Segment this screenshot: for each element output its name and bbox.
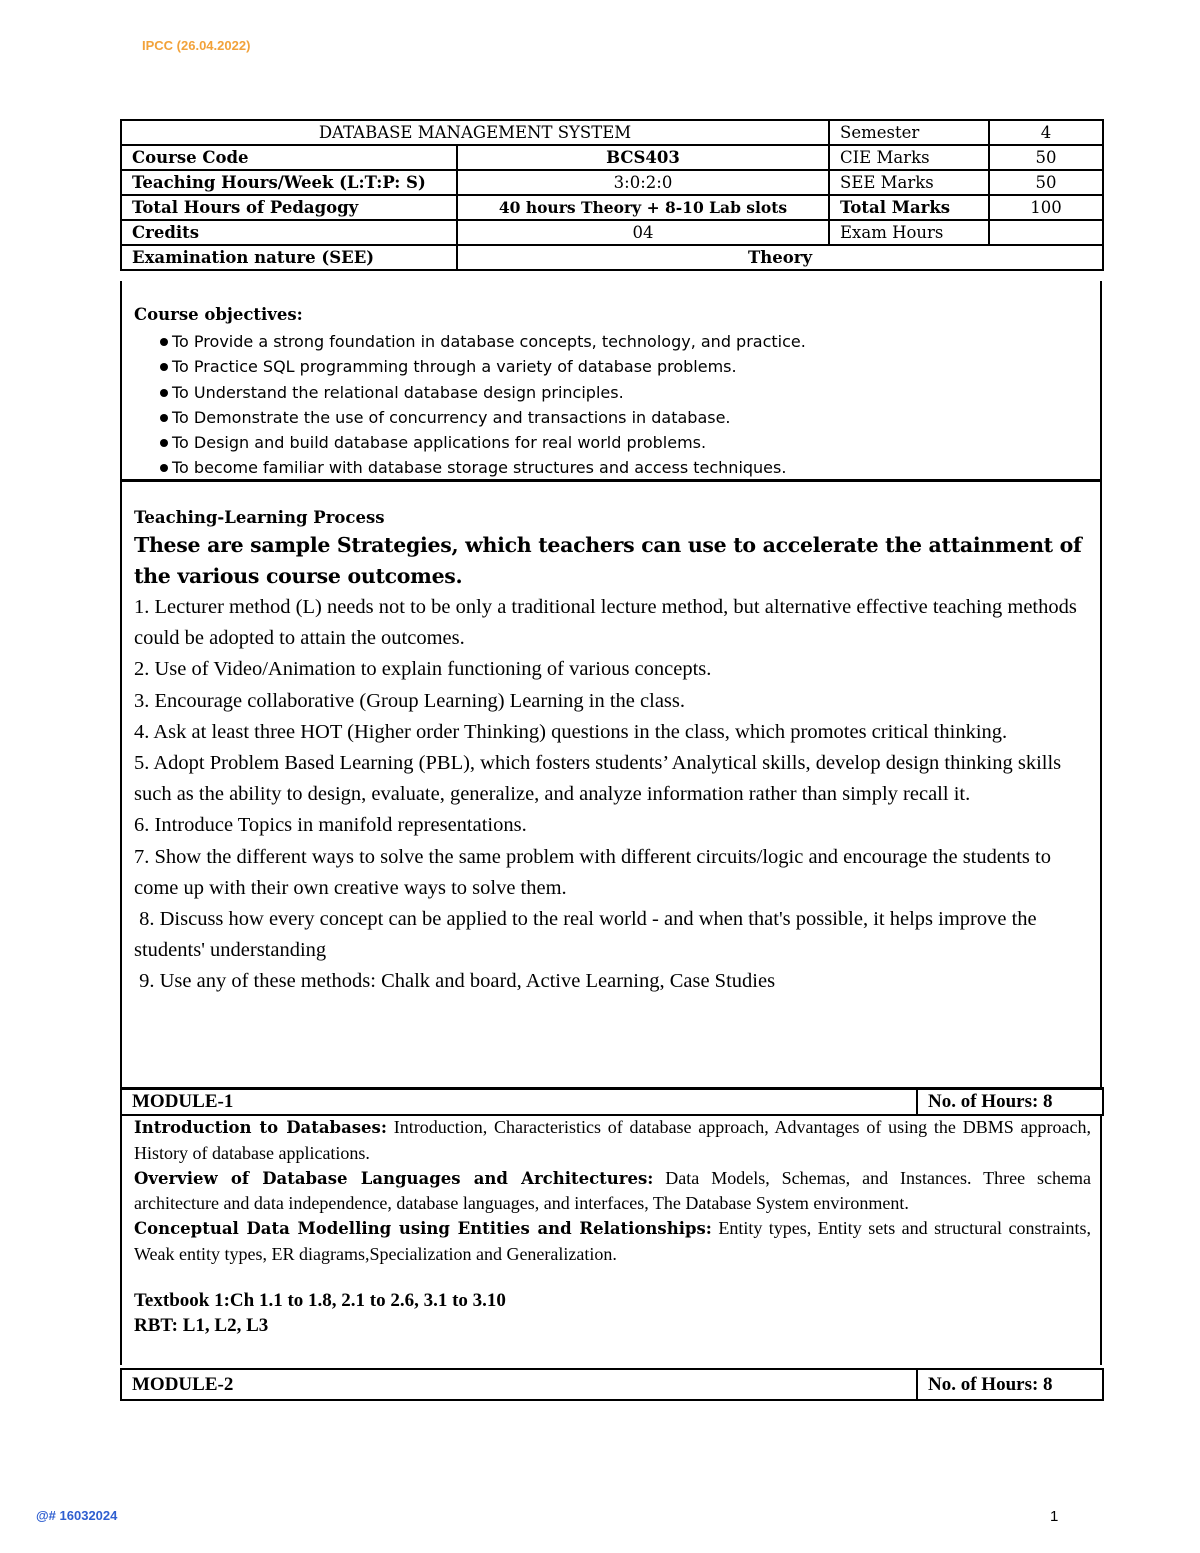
credits-value: 04 <box>457 220 829 245</box>
see-label: SEE Marks <box>829 170 989 195</box>
list-item: To Understand the relational database design principles. <box>134 380 806 405</box>
topic-text: Data Models, Schemas, and Instances. Three schema architecture and data independence, database languages, and interfaces, The Database System environment. <box>134 1167 1091 1214</box>
teaching-hours-label: Teaching Hours/Week (L:T:P: S) <box>121 170 457 195</box>
module-2-hours: No. of Hours: 8 <box>917 1369 1103 1400</box>
see-value: 50 <box>989 170 1103 195</box>
exam-hours-value <box>989 220 1103 245</box>
module-1-references <box>134 1288 506 1338</box>
page-number: 1 <box>1050 1508 1059 1525</box>
teaching-title: Teaching-Learning Process <box>134 508 385 527</box>
semester-label: Semester <box>829 120 989 145</box>
pedagogy-label: Total Hours of Pedagogy <box>121 195 457 220</box>
exam-nature-value: Theory <box>457 245 1103 270</box>
rbt-levels: RBT: L1, L2, L3 <box>134 1315 269 1336</box>
module-1-header <box>120 1087 1104 1116</box>
topic-heading: Overview of Database Languages and Architectures: <box>134 1168 654 1188</box>
objectives-list <box>134 329 806 481</box>
module-1-hours: No. of Hours: 8 <box>917 1088 1103 1115</box>
list-item: 8. Discuss how every concept can be applied to the real world - and when that's possible, it helps improve the students' understanding <box>134 908 1042 962</box>
bullet-icon <box>160 464 168 472</box>
topic-heading: Conceptual Data Modelling using Entities and Relationships: <box>134 1219 712 1239</box>
topic-text: Introduction, Characteristics of database approach, Advantages of using the DBMS approach, History of database applications. <box>134 1117 1091 1163</box>
list-item: 4. Ask at least three HOT (Higher order Thinking) questions in the class, which promotes critical thinking. <box>134 720 1008 743</box>
list-item: 7. Show the different ways to solve the same problem with different circuits/logic and encourage the students to come up with their own creative ways to solve them. <box>134 845 1051 899</box>
module-1-text <box>134 1115 1091 1267</box>
list-item: To Practice SQL programming through a variety of database problems. <box>134 354 806 379</box>
list-item: To Provide a strong foundation in database concepts, technology, and practice. <box>134 329 806 354</box>
bullet-icon <box>160 439 168 447</box>
list-item: To Design and build database applications for real world problems. <box>134 430 806 455</box>
total-marks-label: Total Marks <box>829 195 989 220</box>
topic-heading: Introduction to Databases: <box>134 1118 387 1137</box>
list-item: 6. Introduce Topics in manifold representations. <box>134 814 527 837</box>
course-objectives-section <box>120 281 1102 481</box>
teaching-hours-value: 3:0:2:0 <box>457 170 829 195</box>
bullet-icon <box>160 338 168 346</box>
module-1-label: MODULE-1 <box>121 1088 917 1115</box>
bullet-icon <box>160 389 168 397</box>
credits-label: Credits <box>121 220 457 245</box>
list-item: 3. Encourage collaborative (Group Learning) Learning in the class. <box>134 689 686 712</box>
exam-hours-label: Exam Hours <box>829 220 989 245</box>
header-stamp: IPCC (26.04.2022) <box>142 38 251 53</box>
teaching-lead: These are sample Strategies, which teachers can use to accelerate the attainment of the various course outcomes. <box>134 533 1082 588</box>
module-2-label: MODULE-2 <box>121 1369 917 1400</box>
total-marks-value: 100 <box>989 195 1103 220</box>
pedagogy-value: 40 hours Theory + 8-10 Lab slots <box>457 195 829 220</box>
list-item: 9. Use any of these methods: Chalk and board, Active Learning, Case Studies <box>134 970 776 993</box>
cie-label: CIE Marks <box>829 145 989 170</box>
objectives-title: Course objectives: <box>134 305 303 324</box>
course-title: DATABASE MANAGEMENT SYSTEM <box>121 120 829 145</box>
footer-code: @# 16032024 <box>36 1508 118 1523</box>
teaching-strategies <box>134 592 1094 998</box>
list-item: 5. Adopt Problem Based Learning (PBL), which fosters students’ Analytical skills, develop design thinking skills such as the ability to design, evaluate, generalize, and analyze information rather than simply recall it. <box>134 752 1062 806</box>
module-2-header <box>120 1368 1104 1401</box>
course-code-label: Course Code <box>121 145 457 170</box>
topic-text: Entity types, Entity sets and structural constraints, Weak entity types, ER diagrams,Specialization and Generalization. <box>134 1218 1091 1264</box>
list-item: To Demonstrate the use of concurrency and transactions in database. <box>134 405 806 430</box>
course-info-table <box>120 119 1104 271</box>
exam-nature-label: Examination nature (SEE) <box>121 245 457 270</box>
course-code-value: BCS403 <box>457 145 829 170</box>
semester-value: 4 <box>989 120 1103 145</box>
bullet-icon <box>160 363 168 371</box>
list-item: 2. Use of Video/Animation to explain functioning of various concepts. <box>134 658 712 681</box>
module-1-content <box>120 1114 1102 1365</box>
textbook-ref: Textbook 1:Ch 1.1 to 1.8, 2.1 to 2.6, 3.1 to 3.10 <box>134 1290 506 1311</box>
teaching-learning-section <box>120 480 1102 1090</box>
cie-value: 50 <box>989 145 1103 170</box>
bullet-icon <box>160 414 168 422</box>
list-item: 1. Lecturer method (L) needs not to be only a traditional lecture method, but alternative effective teaching methods could be adopted to attain the outcomes. <box>134 596 1077 650</box>
list-item: To become familiar with database storage structures and access techniques. <box>134 455 806 480</box>
